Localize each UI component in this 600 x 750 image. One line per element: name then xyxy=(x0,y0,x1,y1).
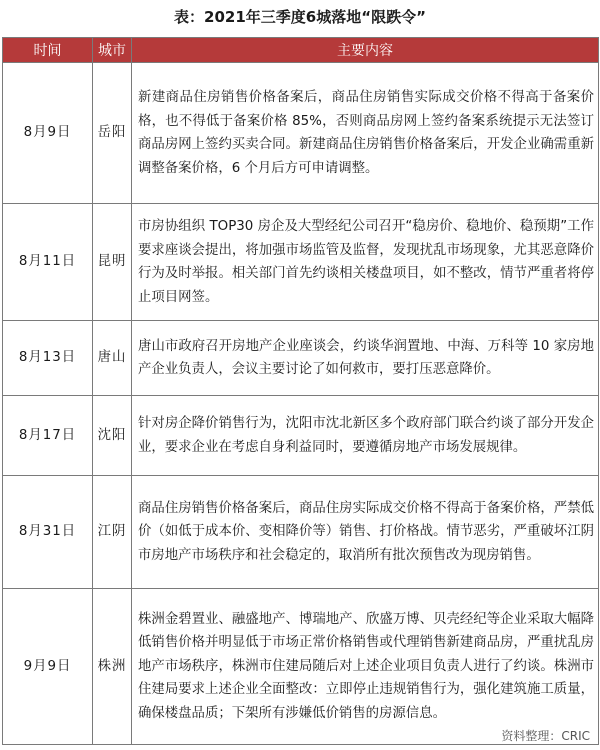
row-date: 8月31日 xyxy=(3,476,93,589)
row-date: 8月11日 xyxy=(3,204,93,321)
table-row xyxy=(3,396,599,476)
row-content: 株洲金碧置业、融盛地产、博瑞地产、欣盛万博、贝壳经纪等企业采取大幅降低销售价格并明显低于市场正常价格销售或代理销售新建商品房，严重扰乱房地产市场秩序，株洲市住建局随后对上述企业项目负责人进行了约谈。株洲市住建局要求上述企业全面整改：立即停止违规销售行为，强化建筑施工质量，确保楼盘品质；下架所有涉嫌低价销售的房源信息。 xyxy=(132,589,599,745)
table-row xyxy=(3,63,599,204)
table-row xyxy=(3,321,599,396)
row-city: 沈阳 xyxy=(93,396,132,476)
row-content: 新建商品住房销售价格备案后，商品住房销售实际成交价格不得高于备案价格，也不得低于备案价格 85%，否则商品房网上签约备案系统提示无法签订商品房网上签约买卖合同。新建商品住房销售价格备案后，开发企业确需重新调整备案价格，6 个月后方可申请调整。 xyxy=(132,63,599,204)
row-content: 针对房企降价销售行为，沈阳市沈北新区多个政府部门联合约谈了部分开发企业，要求企业在考虑自身利益同时，要遵循房地产市场发展规律。 xyxy=(132,396,599,476)
row-date: 8月13日 xyxy=(3,321,93,396)
row-date: 8月17日 xyxy=(3,396,93,476)
table-header-row xyxy=(3,38,599,63)
header-date: 时间 xyxy=(3,38,93,63)
header-city: 城市 xyxy=(93,38,132,63)
header-content: 主要内容 xyxy=(132,38,599,63)
row-city: 唐山 xyxy=(93,321,132,396)
row-content: 商品住房销售价格备案后，商品住房实际成交价格不得高于备案价格，严禁低价（如低于成本价、变相降价等）销售、打价格战。情节恶劣，严重破坏江阴市房地产市场秩序和社会稳定的，取消所有批次预售改为现房销售。 xyxy=(132,476,599,589)
table-row xyxy=(3,204,599,321)
source-note: 资料整理：CRIC xyxy=(501,729,590,743)
row-date: 9月9日 xyxy=(3,589,93,745)
row-city: 岳阳 xyxy=(93,63,132,204)
row-content: 唐山市政府召开房地产企业座谈会，约谈华润置地、中海、万科等 10 家房地产企业负责人，会议主要讨论了如何救市，要打压恶意降价。 xyxy=(132,321,599,396)
notice-table xyxy=(2,37,599,745)
row-date: 8月9日 xyxy=(3,63,93,204)
table-row xyxy=(3,589,599,745)
row-city: 昆明 xyxy=(93,204,132,321)
row-content: 市房协组织 TOP30 房企及大型经纪公司召开“稳房价、稳地价、稳预期”工作要求座谈会提出，将加强市场监管及监督，发现扰乱市场现象，尤其恶意降价行为及时举报。相关部门首先约谈相关楼盘项目，如不整改，情节严重者将停止项目网签。 xyxy=(132,204,599,321)
row-city: 江阴 xyxy=(93,476,132,589)
table-row xyxy=(3,476,599,589)
row-city: 株洲 xyxy=(93,589,132,745)
table-title: 表：2021年三季度6城落地“限跌令” xyxy=(174,8,426,26)
